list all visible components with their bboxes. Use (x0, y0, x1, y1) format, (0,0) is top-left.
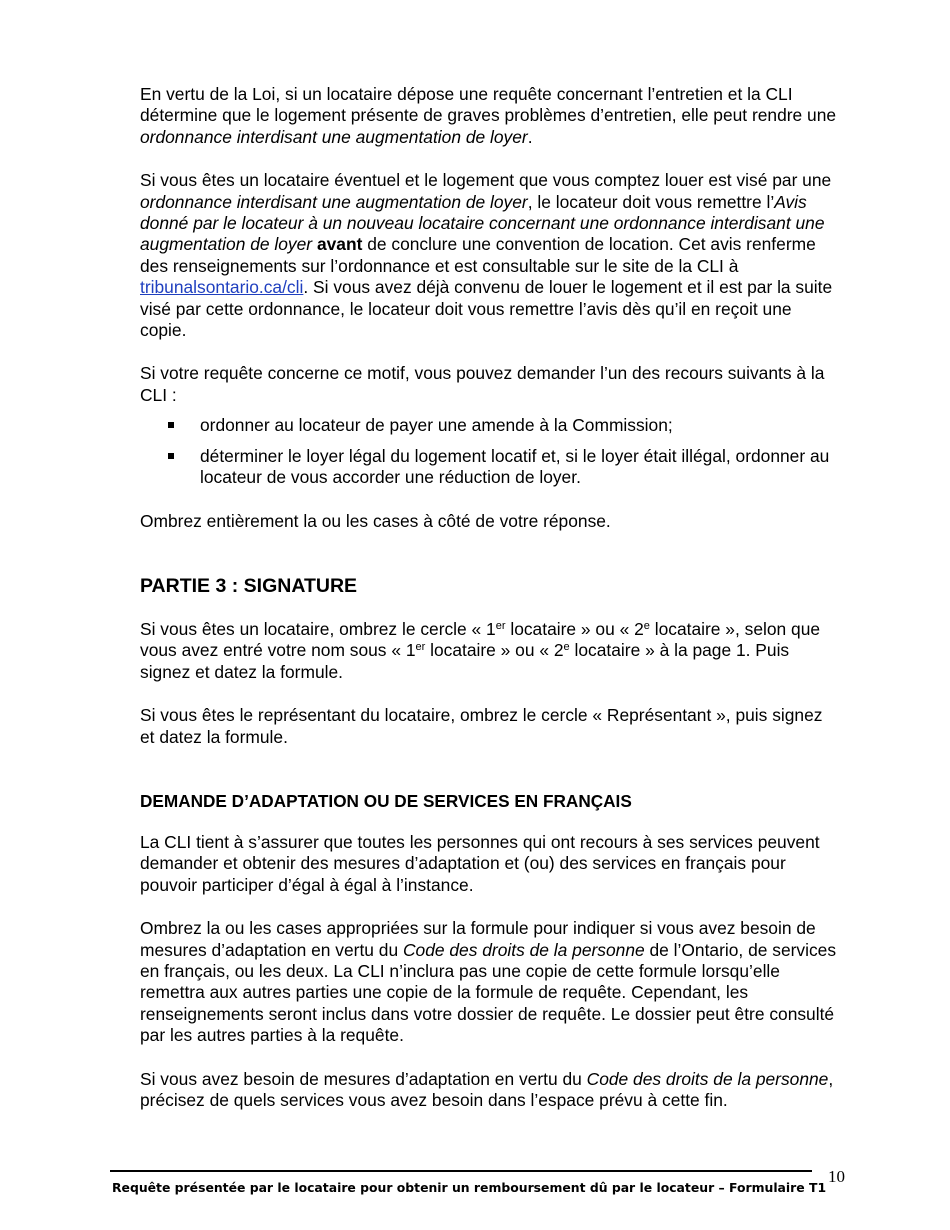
paragraph-accommodation-intro: La CLI tient à s’assurer que toutes les personnes qui ont recours à ses services peuvent demander et obtenir des mesures d’adaptation et (ou) des services en français pour pouvoir participer d’égal à égal à l’instance. (140, 831, 820, 895)
italic-order-name: ordonnance interdisant une augmentation de loyer (140, 126, 528, 147)
paragraph-remedies-intro: Si votre requête concerne ce motif, vous pouvez demander l’un des recours suivants à la CLI : (140, 363, 825, 405)
paragraph-tenant-signature (140, 619, 840, 683)
text-run: locataire » à la page 1. Puis signez et datez la formule. (140, 640, 790, 682)
list-item-text: déterminer le loyer légal du logement locatif et, si le loyer était illégal, ordonner au locateur de vous accorder une réduction de loyer. (200, 445, 830, 488)
section-heading-accommodation: DEMANDE D’ADAPTATION OU DE SERVICES EN FRANÇAIS (140, 790, 632, 811)
paragraph-accommodation-details (140, 1069, 840, 1112)
superscript: e (563, 641, 570, 654)
page-number: 10 (828, 1167, 845, 1186)
tribunals-ontario-link[interactable]: tribunalsontario.ca/cli (140, 277, 304, 298)
italic-order-name: ordonnance interdisant une augmentation de loyer (140, 191, 528, 212)
bold-before: avant (316, 234, 363, 255)
section-heading-part3: PARTIE 3 : SIGNATURE (140, 574, 358, 597)
document-body (140, 84, 840, 1133)
text-run: Si vous êtes un locataire éventuel et le logement que vous comptez louer est visé par une (140, 170, 832, 191)
list-item-text: ordonner au locateur de payer une amende à la Commission; (200, 415, 673, 436)
paragraph-shade-boxes: Ombrez entièrement la ou les cases à côté de votre réponse. (140, 510, 611, 531)
text-run: Si vous avez besoin de mesures d’adaptation en vertu du (140, 1068, 587, 1089)
footer-divider (110, 1170, 812, 1172)
text-run: . (527, 126, 533, 147)
text-run: locataire » ou « 2 (425, 640, 564, 661)
superscript: er (415, 641, 426, 654)
text-run: Ombrez la ou les cases appropriées sur la formule pour indiquer si vous avez besoin de mesures d’adaptation en vertu du (140, 918, 816, 960)
text-run: de conclure une convention de location. Cet avis renferme des renseignements sur l’ordonnance et est consultable sur le site de la CLI à (140, 234, 816, 276)
text-run: , le locateur doit vous remettre l’ (527, 191, 775, 212)
text-run: Si vous êtes un locataire, ombrez le cercle « 1 (140, 618, 496, 639)
text-run: locataire » ou « 2 (505, 618, 644, 639)
paragraph-prospective-tenant (140, 170, 840, 341)
text-run: . Si vous avez déjà convenu de louer le logement et il est par la suite visé par cette ordonnance, le locateur doit vous remettre l’avis dès qu’il en reçoit une copie. (140, 277, 833, 341)
text-run: , précisez de quels services vous avez besoin dans l’espace prévu à cette fin. (140, 1068, 834, 1110)
superscript: e (643, 619, 650, 632)
italic-code-name: Code des droits de la personne (402, 939, 645, 960)
text-run: de l’Ontario, de services en français, ou les deux. La CLI n’inclura pas une copie de cette formule lorsqu’elle remettra aux autres parties une copie de la formule de requête. Cependant, les renseignements seront inclus dans votre dossier de requête. Le dossier peut être consulté par les autres parties à la requête. (140, 939, 837, 1046)
italic-notice-name: Avis donné par le locateur à un nouveau locataire concernant une ordonnance interdisant une augmentation de loyer (140, 191, 825, 255)
list-item (140, 446, 840, 489)
remedies-list (140, 415, 840, 488)
paragraph-representative-signature: Si vous êtes le représentant du locataire, ombrez le cercle « Représentant », puis signez et datez la formule. (140, 705, 823, 747)
paragraph-maintenance-order (140, 84, 840, 148)
superscript: er (495, 619, 506, 632)
paragraph-accommodation-boxes (140, 918, 840, 1046)
text-run: locataire », selon que vous avez entré votre nom sous « 1 (140, 618, 821, 661)
footer-form-title: Requête présentée par le locataire pour obtenir un remboursement dû par le locateur – Formulaire T1 (112, 1180, 827, 1195)
italic-code-name: Code des droits de la personne (586, 1068, 829, 1089)
bullet-icon (168, 422, 174, 428)
bullet-icon (168, 453, 174, 459)
text-run: En vertu de la Loi, si un locataire dépose une requête concernant l’entretien et la CLI détermine que le logement présente de graves problèmes d’entretien, elle peut rendre une (140, 84, 837, 126)
list-item (140, 415, 840, 436)
